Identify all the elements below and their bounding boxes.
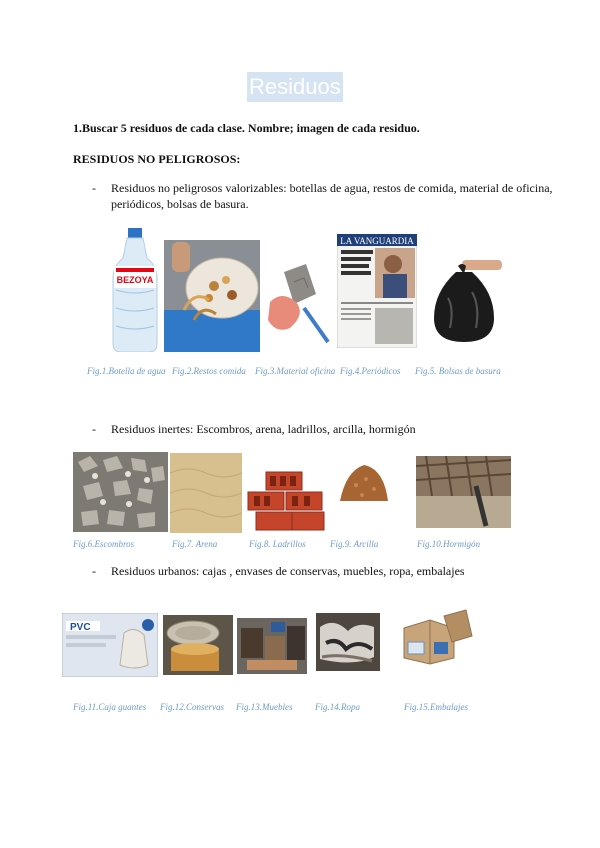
bullet-text-line1: Residuos no peligrosos valorizables: botellas de agua, restos de comida, material de oficina, <box>111 181 553 195</box>
office-material-image <box>264 252 334 344</box>
section-heading: RESIDUOS NO PELIGROSOS: <box>73 152 241 166</box>
rubble-image <box>73 452 168 532</box>
clothes-image <box>316 613 380 671</box>
caption-fig13: Fig.13.Muebles <box>236 702 293 712</box>
caption-fig15: Fig.15.Embalajes <box>404 702 468 712</box>
bullet-dash: - <box>92 564 96 578</box>
bullet-inertes <box>92 421 552 437</box>
glove-box-image <box>62 613 158 677</box>
page-title: Residuos <box>247 72 343 102</box>
caption-fig14: Fig.14.Ropa <box>315 702 360 712</box>
caption-fig10: Fig.10.Hormigón <box>417 539 480 549</box>
caption-fig1: Fig.1.Botella de agua <box>87 366 166 376</box>
bullet-dash: - <box>92 181 96 195</box>
trash-bag-image <box>428 258 502 344</box>
caption-fig8: Fig.8. Ladrillos <box>249 539 306 549</box>
bullet-text-line2: periódicos, bolsas de basura. <box>111 197 249 211</box>
caption-fig11: Fig.11.Caja guantes <box>73 702 147 712</box>
concrete-image <box>416 456 511 528</box>
bricks-image <box>246 458 326 533</box>
caption-fig3: Fig.3.Material oficina <box>255 366 336 376</box>
furniture-image <box>237 618 307 674</box>
newspaper-image <box>337 234 417 348</box>
caption-fig9: Fig.9. Arcilla <box>330 539 379 549</box>
caption-fig2: Fig.2.Restos comida <box>172 366 246 376</box>
bullet-text: Residuos urbanos: cajas , envases de conservas, muebles, ropa, embalajes <box>111 564 465 578</box>
caption-fig7: Fig.7. Arena <box>172 539 218 549</box>
task-heading: 1.Buscar 5 residuos de cada clase. Nombre; imagen de cada residuo. <box>73 121 420 135</box>
clay-image <box>336 455 392 513</box>
bottle-brand-text: BEZOYA <box>116 275 154 285</box>
sand-image <box>170 453 242 533</box>
bullet-valorizables <box>92 180 552 214</box>
bullet-urbanos <box>92 563 552 579</box>
packaging-image <box>400 608 474 666</box>
newspaper-masthead: LA VANGUARDIA <box>340 236 414 246</box>
glove-box-brand: PVC <box>70 622 91 633</box>
caption-fig4: Fig.4.Periódicos <box>340 366 401 376</box>
caption-fig12: Fig.12.Conservas <box>160 702 224 712</box>
caption-fig6: Fig.6.Escombros <box>73 539 135 549</box>
bullet-text: Residuos inertes: Escombros, arena, ladrillos, arcilla, hormigón <box>111 422 416 436</box>
food-scraps-image <box>164 240 260 352</box>
caption-fig5: Fig.5. Bolsas de basura <box>415 366 501 376</box>
canned-food-image <box>163 615 233 675</box>
bullet-dash: - <box>92 422 96 436</box>
water-bottle-image <box>110 228 160 352</box>
